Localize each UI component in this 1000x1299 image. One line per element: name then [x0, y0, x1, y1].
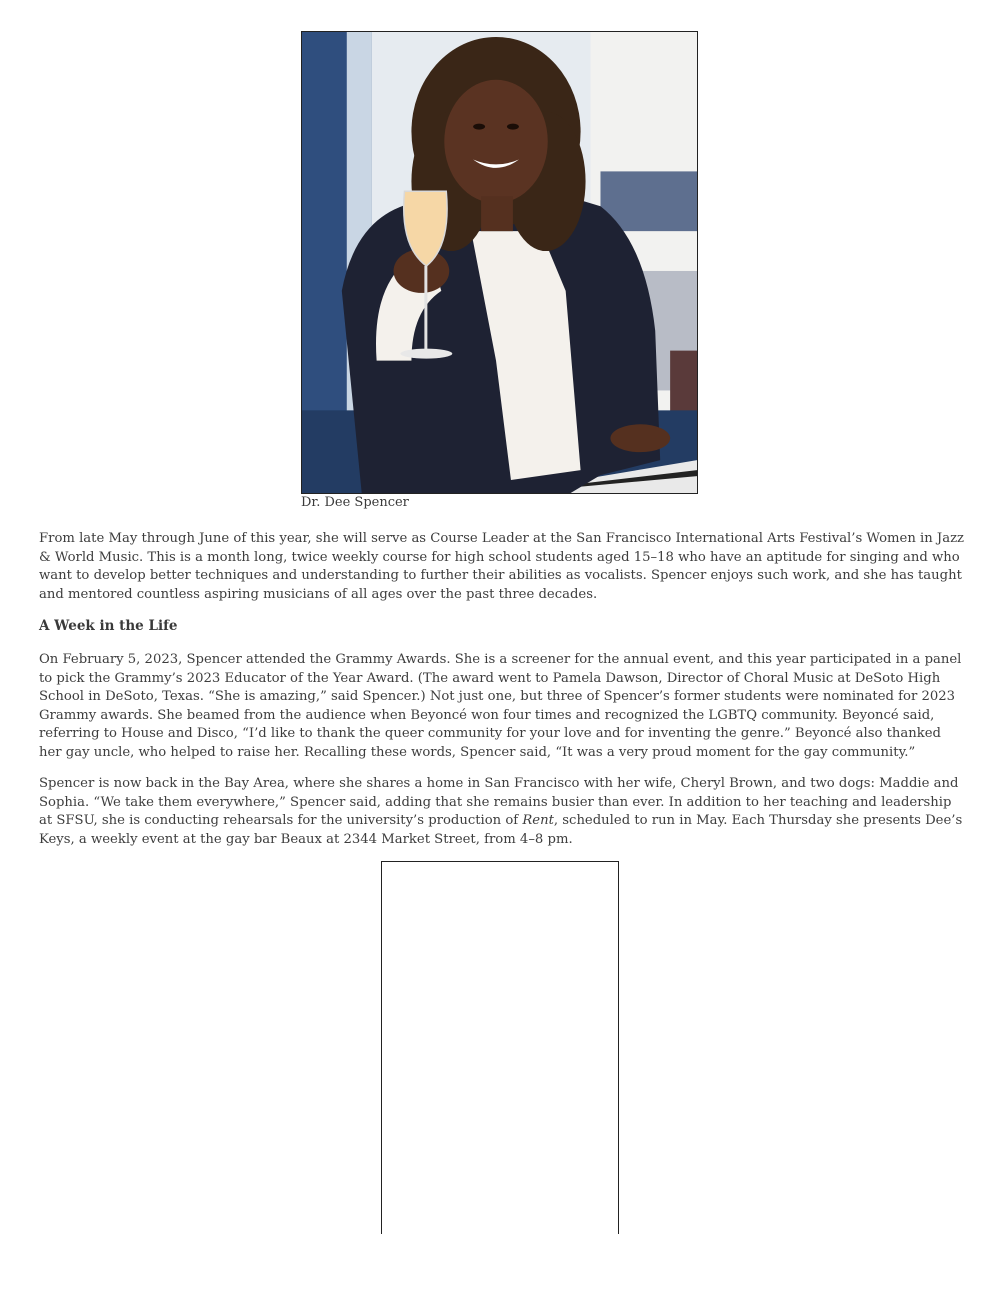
photo-caption: Dr. Dee Spencer [301, 495, 409, 510]
portrait-photo [301, 31, 698, 494]
section-heading: A Week in the Life [39, 618, 178, 634]
paragraph-course-leader: From late May through June of this year, she will serve as Course Leader at the San Francisco International Arts Festival’s Women in Jazz & World Music. This is a month long, twice weekly course for high school students aged 15–18 who have an aptitude for singing and who want to develop better techniques and understanding to further their abilities as vocalists. Spencer enjoys such work, and she has taught and mentored countless aspiring musicians of all ages over the past three decades. [39, 531, 964, 602]
rent-title: Rent [522, 813, 554, 828]
paragraph-bay-area [39, 775, 964, 849]
paragraph-bay-area-part1: Spencer is now back in the Bay Area, where she shares a home in San Francisco with her wife, Cheryl Brown, and two dogs: Maddie and Sophia. “We take them everywhere,” Spencer said, adding that she remains busier than ever. In addition to her teaching and leadership at SFSU, she is conducting rehearsals for the university’s production of [39, 776, 959, 828]
blank-image-frame [381, 861, 619, 1234]
paragraph-grammy-awards: On February 5, 2023, Spencer attended the Grammy Awards. She is a screener for the annual event, and this year participated in a panel to pick the Grammy’s 2023 Educator of the Year Award. (The award went to Pamela Dawson, Director of Choral Music at DeSoto High School in DeSoto, Texas. “She is amazing,” said Spencer.) Not just one, but three of Spencer’s former students were nominated for 2023 Grammy awards. She beamed from the audience when Beyoncé won four times and recognized the LGBTQ community. Beyoncé said, referring to House and Disco, “I’d like to thank the queer community for your love and for inventing the genre.” Beyoncé also thanked her gay uncle, who helped to raise her. Recalling these words, Spencer said, “It was a very proud moment for the gay community.” [39, 652, 962, 760]
paragraph-bay-area-part2: , scheduled to run in May. Each Thursday she presents Dee’s Keys, a weekly event at the gay bar Beaux at 2344 Market Street, from 4–8 pm. [39, 813, 963, 847]
portrait-illustration [302, 32, 697, 493]
